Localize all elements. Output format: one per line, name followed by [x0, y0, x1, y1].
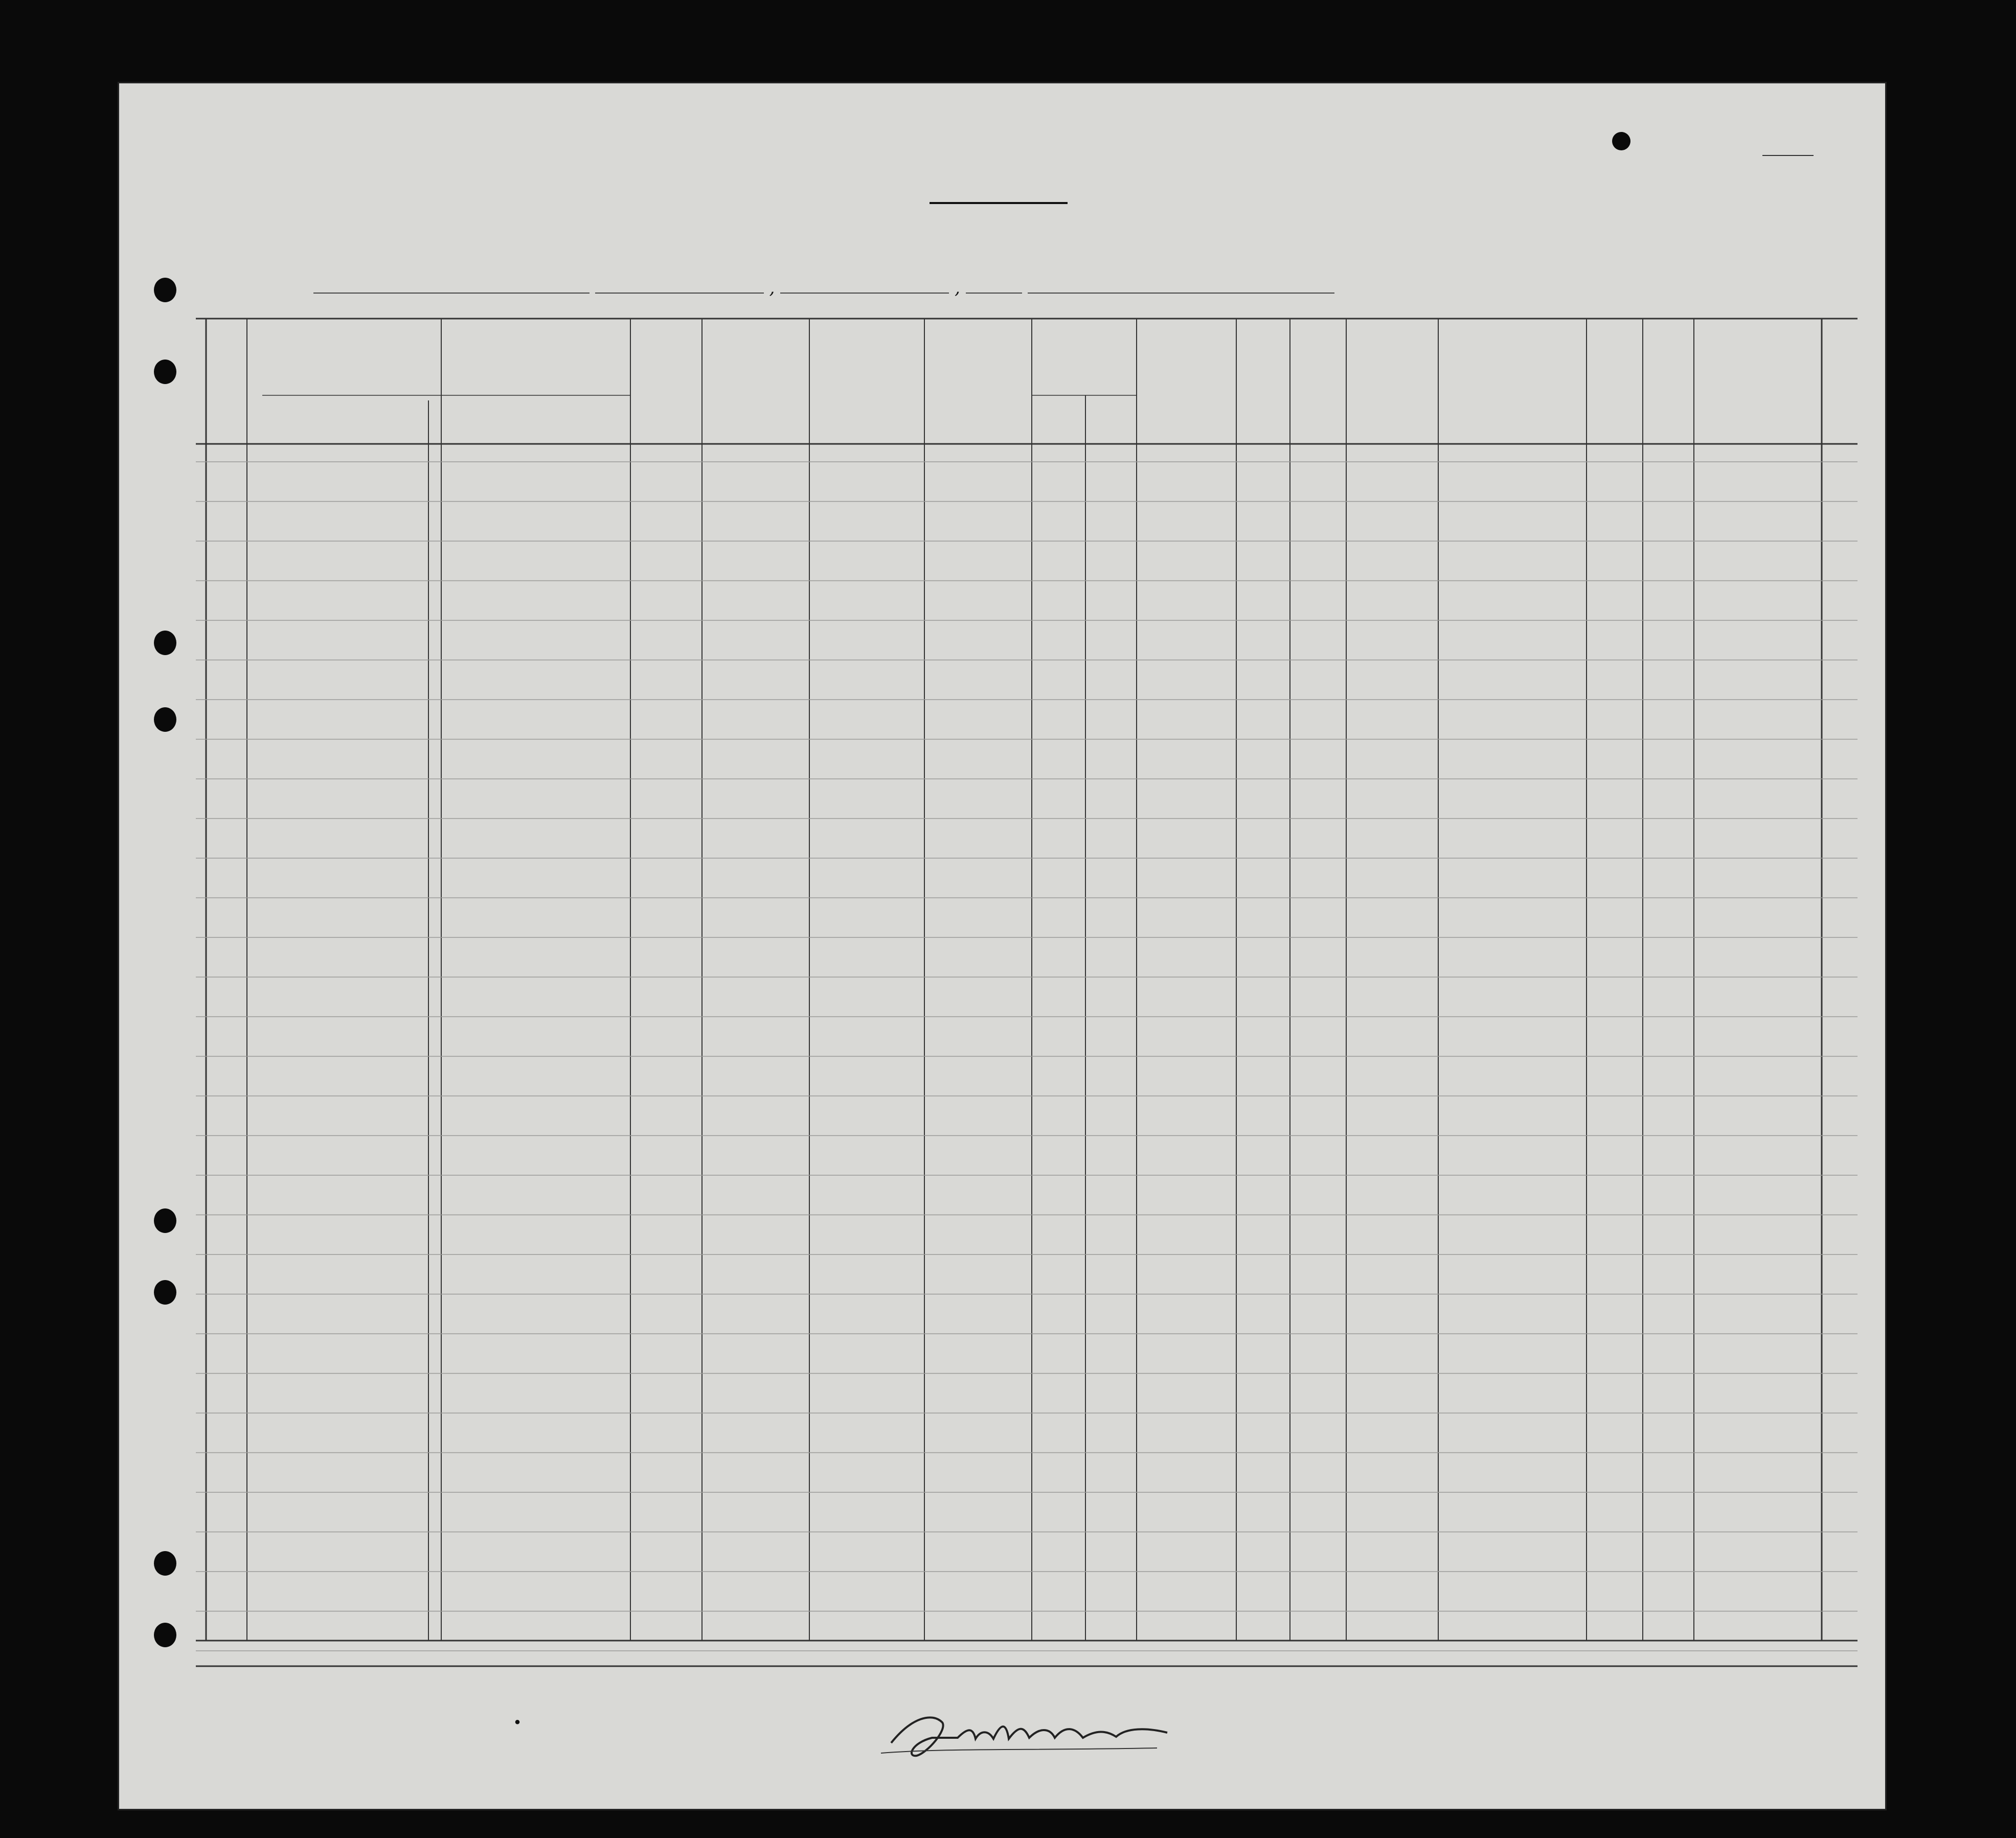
- punch-hole: [154, 707, 176, 732]
- vessel-line: , ,: [313, 278, 1334, 298]
- punch-hole: [154, 1208, 176, 1233]
- inspector-signature: [871, 1707, 1177, 1763]
- punch-hole: [154, 360, 176, 384]
- table-grid: [119, 83, 1888, 1812]
- punch-hole: [154, 631, 176, 655]
- manifest-sheet: , , •: [118, 82, 1887, 1810]
- punch-hole: [154, 1280, 176, 1305]
- punch-hole: [1612, 132, 1630, 150]
- punch-hole: [154, 278, 176, 302]
- punch-hole: [154, 1551, 176, 1576]
- punch-hole: [154, 1623, 176, 1647]
